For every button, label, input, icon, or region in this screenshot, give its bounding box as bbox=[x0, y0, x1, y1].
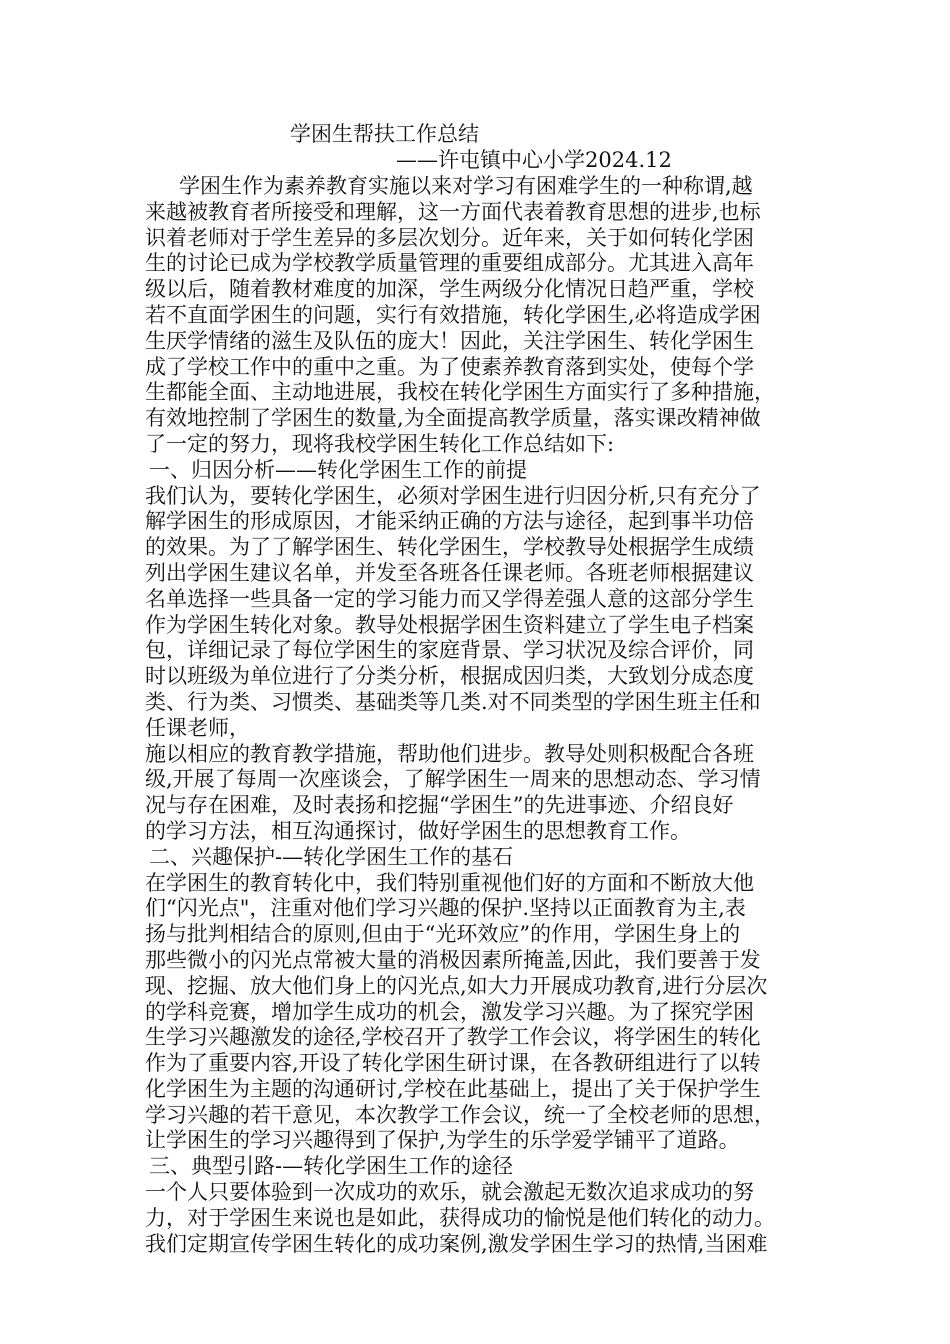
body-text-line: 况与存在困难，及时表扬和挖掘“学困生”的先进事迹、介绍良好 bbox=[145, 793, 734, 818]
body-text-line: 解学困生的形成原因，才能采纳正确的方法与途径，起到事半功倍 bbox=[145, 509, 754, 534]
body-text-line: 列出学困生建议名单，并发至各班各任课老师。各班老师根据建议 bbox=[145, 560, 754, 585]
body-text-line: 我们认为，要转化学困生，必须对学困生进行归因分析,只有充分了 bbox=[145, 483, 761, 508]
body-text-line: 任课老师， bbox=[145, 715, 250, 740]
body-text-line: 有效地控制了学困生的数量,为全面提高教学质量，落实课改精神做 bbox=[145, 406, 761, 431]
body-text-line: 作为学困生转化对象。教导处根据学困生资料建立了学生电子档案 bbox=[145, 612, 754, 637]
body-text-line: 名单选择一些具备一定的学习能力而又学得差强人意的这部分学生 bbox=[145, 586, 754, 611]
body-text-line: 施以相应的教育教学措施，帮助他们进步。教导处则积极配合各班 bbox=[145, 741, 754, 766]
body-text-line: 们“闪光点"，注重对他们学习兴趣的保护.坚持以正面教育为主,表 bbox=[145, 896, 746, 921]
body-text-line: 的学科竞赛，增加学生成功的机会，激发学习兴趣。为了探究学困 bbox=[145, 999, 754, 1024]
body-text-line: 那些微小的闪光点常被大量的消极因素所掩盖,因此，我们要善于发 bbox=[145, 947, 761, 972]
body-text-line: 来越被教育者所接受和理解，这一方面代表着教育思想的进步,也标 bbox=[145, 199, 761, 224]
body-text-line: 了一定的努力，现将我校学困生转化工作总结如下: bbox=[145, 431, 615, 456]
body-text-line: 现、挖掘、放大他们身上的闪光点,如大力开展成功教育,进行分层次 bbox=[145, 973, 768, 998]
body-text-line: 化学困生为主题的沟通研讨,学校在此基础上，提出了关于保护学生 bbox=[145, 1076, 761, 1101]
body-text-line: 生的讨论已成为学校教学质量管理的重要组成部分。尤其进入高年 bbox=[145, 251, 754, 276]
body-text-line: 生都能全面、主动地进展，我校在转化学困生方面实行了多种措施， bbox=[145, 380, 775, 405]
body-text-line: 在学困生的教育转化中，我们特别重视他们好的方面和不断放大他 bbox=[145, 870, 754, 895]
body-text-line: 的学习方法，相互沟通探讨，做好学困生的思想教育工作。 bbox=[145, 818, 691, 843]
body-text-line: 包，详细记录了每位学困生的家庭背景、学习状况及综合评价，同 bbox=[145, 638, 754, 663]
document-body bbox=[145, 174, 815, 1257]
body-text-line: 学困生作为素养教育实施以来对学习有困难学生的一种称谓,越 bbox=[179, 174, 753, 198]
body-text-line: 类、行为类、习惯类、基础类等几类.对不同类型的学困生班主任和 bbox=[145, 689, 761, 714]
body-text-line: 生学习兴趣激发的途径,学校召开了教学工作会议，将学困生的转化 bbox=[145, 1025, 761, 1050]
body-text-line: 成了学校工作中的重中之重。为了使素养教育落到实处，使每个学 bbox=[145, 354, 754, 379]
body-text-line: 学习兴趣的若干意见，本次教学工作会议，统一了全校老师的思想， bbox=[145, 1102, 775, 1127]
section-heading: 二、兴趣保护-—转化学困生工作的基石 bbox=[149, 844, 514, 869]
body-text-line: 力，对于学困生来说也是如此，获得成功的愉悦是他们转化的动力。 bbox=[145, 1205, 775, 1230]
body-text-line: 若不直面学困生的问题，实行有效措施，转化学困生,必将造成学困 bbox=[145, 302, 761, 327]
body-text-line: 一个人只要体验到一次成功的欢乐，就会激起无数次追求成功的努 bbox=[145, 1180, 754, 1205]
body-text-line: 级以后，随着教材难度的加深，学生两级分化情况日趋严重，学校 bbox=[145, 277, 754, 302]
body-text-line: 让学困生的学习兴趣得到了保护,为学生的乐学爱学铺平了道路。 bbox=[145, 1128, 740, 1153]
body-text-line: 我们定期宣传学困生转化的成功案例,激发学困生学习的热情,当困难 bbox=[145, 1231, 768, 1256]
body-text-line: 作为了重要内容,开设了转化学困生研讨课，在各教研组进行了以转 bbox=[145, 1051, 761, 1076]
body-text-line: 的效果。为了了解学困生、转化学困生，学校教导处根据学生成绩 bbox=[145, 535, 754, 560]
document-title: 学困生帮扶工作总结 bbox=[290, 122, 479, 146]
body-text-line: 时以班级为单位进行了分类分析，根据成因归类，大致划分成态度 bbox=[145, 664, 754, 689]
body-text-line: 识着老师对于学生差异的多层次划分。近年来，关于如何转化学困 bbox=[145, 225, 754, 250]
section-heading: 三、典型引路-—转化学困生工作的途径 bbox=[149, 1154, 514, 1179]
body-text-line: 级,开展了每周一次座谈会，了解学困生一周来的思想动态、学习情 bbox=[145, 767, 761, 792]
section-heading: 一、归因分析——转化学困生工作的前提 bbox=[149, 457, 527, 482]
body-text-line: 生厌学情绪的滋生及队伍的庞大！因此，关注学困生、转化学困生 bbox=[145, 328, 754, 353]
document-subtitle: ——许屯镇中心小学2024.12 bbox=[396, 148, 672, 172]
body-text-line: 扬与批判相结合的原则,但由于“光环效应”的作用，学困生身上的 bbox=[145, 922, 741, 947]
